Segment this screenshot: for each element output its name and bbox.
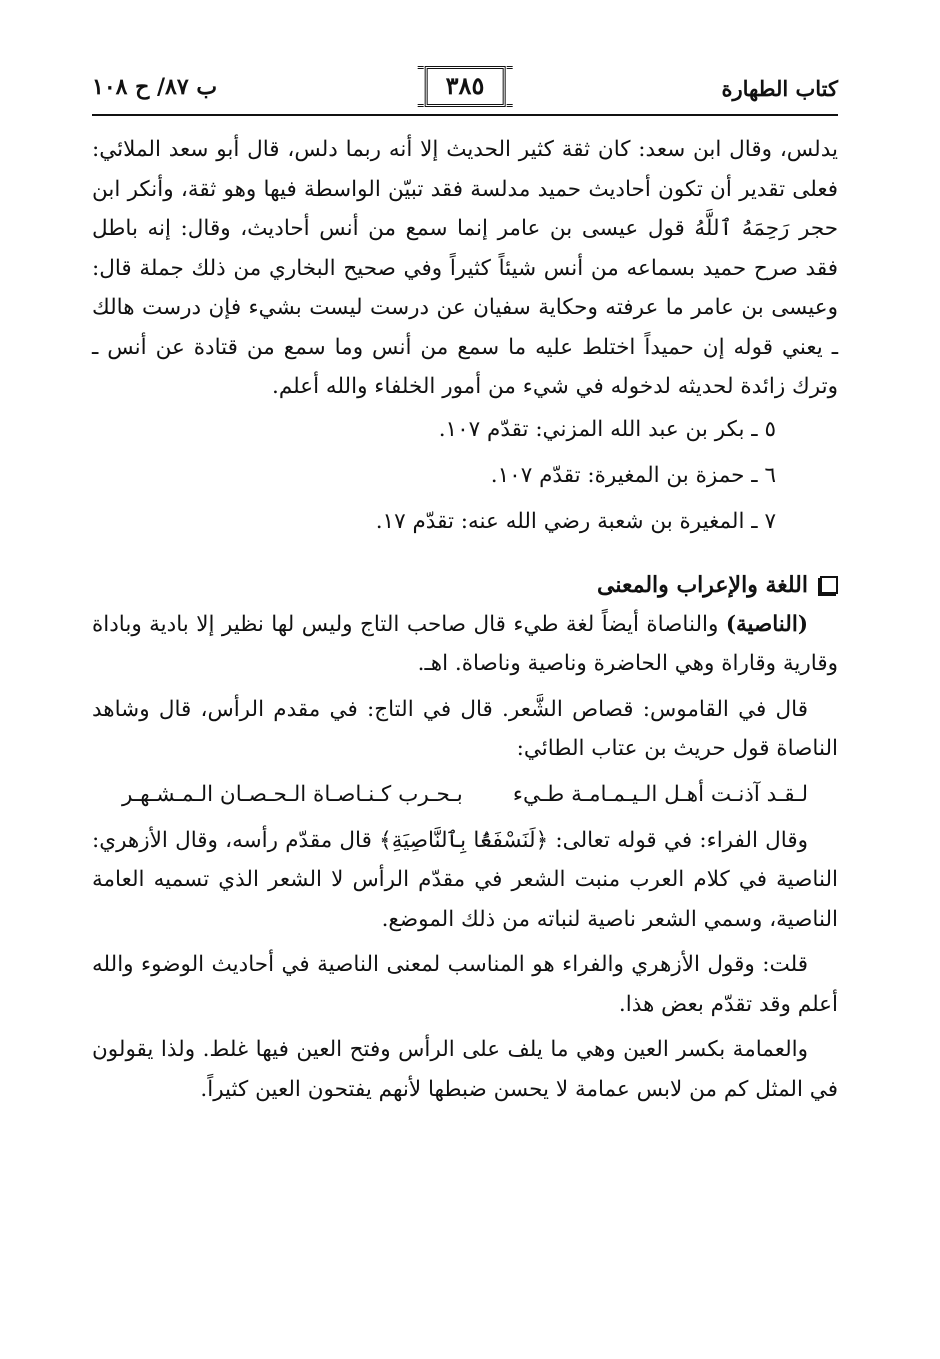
- narrator-item: ٧ ـ المغيرة بن شعبة رضي الله عنه: تقدّم ١٧.: [375, 508, 776, 534]
- narrator-item: ٦ ـ حمزة بن المغيرة: تقدّم ١٠٧.: [490, 462, 776, 488]
- paragraph-qamus: قال في القاموس: قصاص الشَّعر. قال في التاج: في مقدم الرأس، قال وشاهد الناصاة قول حريث بن عتاب الطائي:: [92, 696, 838, 761]
- poetry-verse: [92, 773, 838, 817]
- section-heading: [92, 565, 838, 605]
- chapter-reference: ب ٨٧/ ح ١٠٨: [92, 74, 218, 100]
- section-title: اللغة والإعراب والمعنى: [597, 571, 808, 598]
- verse-second-hemistich: بـحـرب كـنـاصـاة الـحـصـان الـمـشـهـر: [122, 781, 463, 807]
- page-number: ٣٨٥: [425, 66, 506, 107]
- narrator-item: ٥ ـ بكر بن عبد الله المزني: تقدّم ١٠٧.: [438, 416, 776, 442]
- paragraph-qultu: قلت: وقول الأزهري والفراء هو المناسب لمعنى الناصية في أحاديث الوضوء والله أعلم وقد تقدّم بعض هذا.: [92, 952, 838, 1017]
- paragraph-farra: وقال الفراء: في قوله تعالى: ﴿لَنَسْفَعًۢا بِٱلنَّاصِيَةِ﴾ قال مقدّم رأسه، وقال الأزهري: الناصية في كلام العرب منبت الشعر في مقدّم الرأس لا الشعر الذي تسميه العامة الناصية، وسمي الشعر ناصية لنباته من ذلك الموضع.: [92, 827, 838, 932]
- paragraph-naseya: [92, 605, 838, 684]
- square-bullet-icon: [820, 576, 838, 594]
- intro-paragraph: يدلس، وقال ابن سعد: كان ثقة كثير الحديث إلا أنه ربما دلس، قال أبو سعد الملائي: فعلى تقدير أن تكون أحاديث حميد مدلسة فقد تبيّن الواسطة فيها وهو ثقة، وأنكر ابن حجر رَحِمَهُ ٱللَّهُ قول عيسى بن عامر إنما سمع من أنس أحاديث، وقال: إنه باطل فقد صرح حميد بسماعه من أنس شيئاً كثيراً وفي صحيح البخاري من ذلك جملة قال: وعيسى بن عامر ما عرفته وحكاية سفيان عن درست ليست بشيء فإن درست هالك ـ يعني قوله إن حميداً اختلط عليه ما سمع من أنس وما سمع من قتادة عن أنس ـ وترك زائدة لحديثه لدخوله في شيء من أمور الخلفاء والله أعلم.: [92, 137, 838, 399]
- page-body: [92, 130, 838, 1109]
- page-header: [92, 58, 838, 116]
- verse-first-hemistich: لـقـد آذنـت أهـل الـيـمـامـة طـيء: [512, 781, 808, 807]
- paragraph-imama: والعمامة بكسر العين وهي ما يلف على الرأس وفتح العين فيها غلط. ولذا يقولون في المثل كم من لابس عمامة لا يحسن ضبطها لأنهم يفتحون العين كثيراً.: [92, 1037, 838, 1102]
- book-title: كتاب الطهارة: [721, 76, 838, 101]
- narrator-list: [92, 407, 838, 545]
- defined-term: (الناصية): [725, 611, 808, 637]
- paragraph-text: والناصاة أيضاً لغة طيء قال صاحب التاج وليس لها نظير إلا بادية وباداة وقارية وقاراة وهي الحاضرة وناصية وناصاة. اهـ.: [92, 611, 838, 676]
